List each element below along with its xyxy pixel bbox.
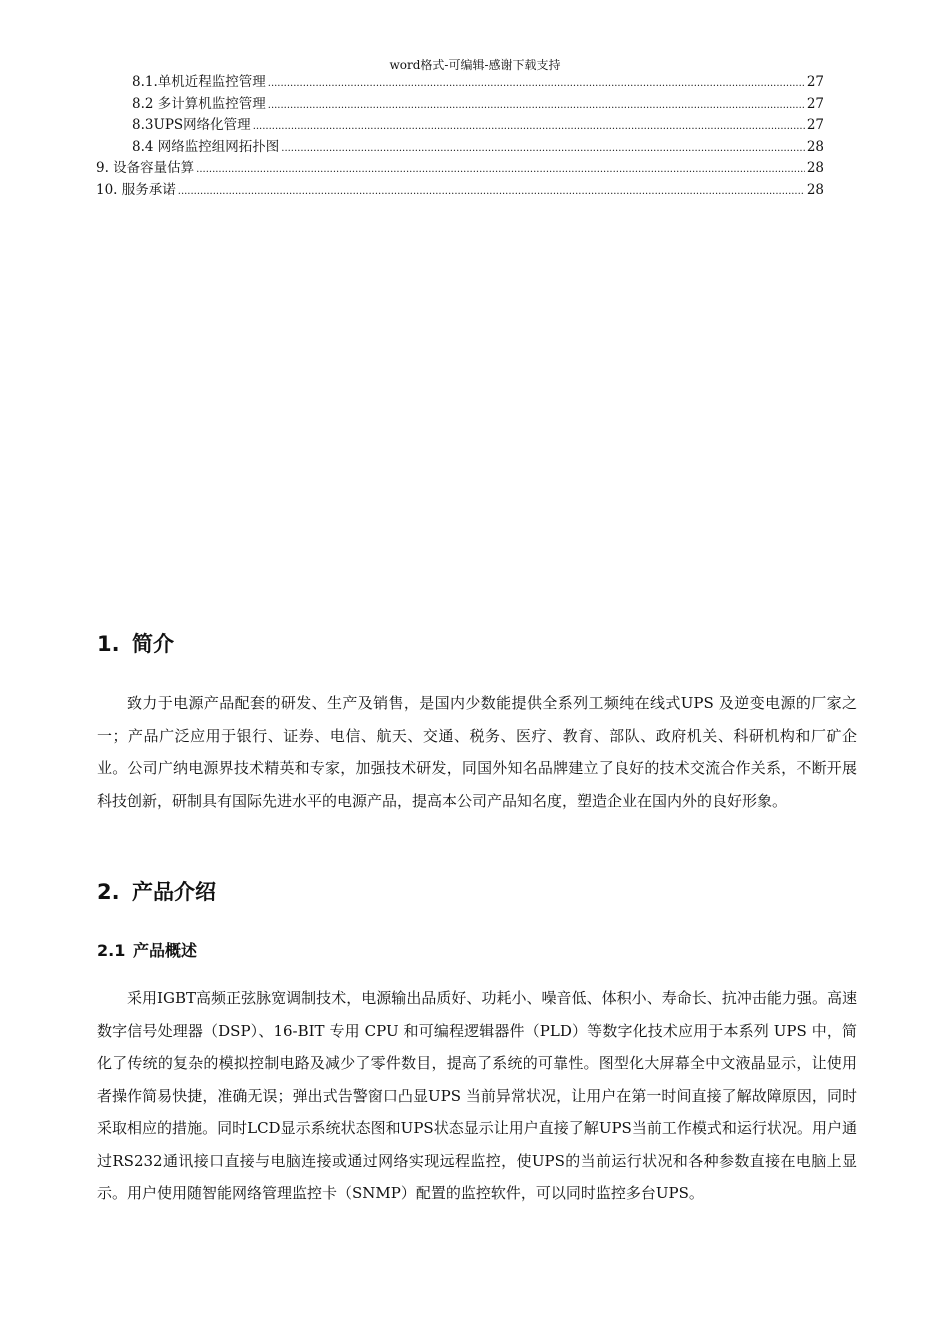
toc-entry-label: 8.2 多计算机监控管理 bbox=[132, 95, 266, 112]
section-2-1-heading bbox=[97, 940, 197, 962]
section-2-1-number: 2.1 bbox=[97, 941, 126, 960]
toc-entry-page: 28 bbox=[806, 181, 824, 198]
toc-entry-label: 8.3UPS网络化管理 bbox=[132, 117, 251, 133]
header-note: word格式-可编辑-感谢下载支持 bbox=[389, 58, 561, 72]
section-2-title: 产品介绍 bbox=[132, 880, 216, 904]
section-2-1-title: 产品概述 bbox=[133, 941, 198, 960]
table-of-contents bbox=[96, 72, 824, 201]
toc-entry[interactable] bbox=[96, 115, 824, 137]
toc-entry-label: 8.1.单机近程监控管理 bbox=[132, 74, 266, 90]
toc-leader-dots bbox=[253, 116, 805, 138]
toc-entry-page: 28 bbox=[806, 160, 824, 176]
section-1-title: 简介 bbox=[132, 632, 174, 656]
toc-entry[interactable] bbox=[96, 137, 824, 159]
section-2-heading bbox=[97, 878, 216, 906]
toc-entry-page: 27 bbox=[806, 117, 824, 133]
toc-entry-label: 8.4 网络监控组网拓扑图 bbox=[132, 138, 280, 155]
toc-entry-page: 28 bbox=[806, 138, 824, 155]
section-2-1-paragraph: 采用IGBT高频正弦脉宽调制技术，电源输出品质好、功耗小、噪音低、体积小、寿命长、抗冲击能力强。高速数字信号处理器（DSP）、16-BIT 专用 CPU 和可编程逻辑器件（PLD）等数字化技术应用于本系列 UPS 中，简化了传统的复杂的模拟控制电路及减少了零件数目，提高了系统的可靠性。图型化大屏幕全中文液晶显示，让使用者操作简易快捷，准确无误；弹出式告警窗口凸显UPS 当前异常状况，让用户在第一时间直接了解故障原因，同时采取相应的措施。同时LCD显示系统状态图和UPS状态显示让用户直接了解UPS当前工作模式和运行状况。用户通过RS232通讯接口直接与电脑连接或通过网络实现远程监控，使UPS的当前运行状况和各种参数直接在电脑上显示。用户使用随智能网络管理监控卡（SNMP）配置的监控软件，可以同时监控多台UPS。 bbox=[97, 989, 857, 1202]
section-2-number: 2. bbox=[97, 880, 120, 904]
toc-entry[interactable] bbox=[96, 94, 824, 116]
section-1-heading bbox=[97, 630, 174, 658]
toc-entry-label: 9. 设备容量估算 bbox=[96, 160, 195, 176]
toc-leader-dots bbox=[281, 138, 805, 160]
toc-leader-dots bbox=[196, 159, 805, 181]
toc-entry-page: 27 bbox=[806, 95, 824, 112]
toc-leader-dots bbox=[178, 181, 805, 203]
toc-entry[interactable] bbox=[96, 180, 824, 202]
toc-leader-dots bbox=[268, 95, 805, 117]
section-1-number: 1. bbox=[97, 632, 120, 656]
section-1-paragraph: 致力于电源产品配套的研发、生产及销售，是国内少数能提供全系列工频纯在线式UPS 及逆变电源的厂家之一；产品广泛应用于银行、证券、电信、航天、交通、税务、医疗、教育、部队、政府机关、科研机构和厂矿企业。公司广纳电源界技术精英和专家，加强技术研发，同国外知名品牌建立了良好的技术交流合作关系，不断开展科技创新，研制具有国际先进水平的电源产品，提高本公司产品知名度，塑造企业在国内外的良好形象。 bbox=[97, 694, 857, 810]
toc-entry[interactable] bbox=[96, 72, 824, 94]
toc-leader-dots bbox=[268, 73, 805, 95]
toc-entry[interactable] bbox=[96, 158, 824, 180]
toc-entry-label: 10. 服务承诺 bbox=[96, 181, 176, 198]
toc-entry-page: 27 bbox=[806, 74, 824, 90]
